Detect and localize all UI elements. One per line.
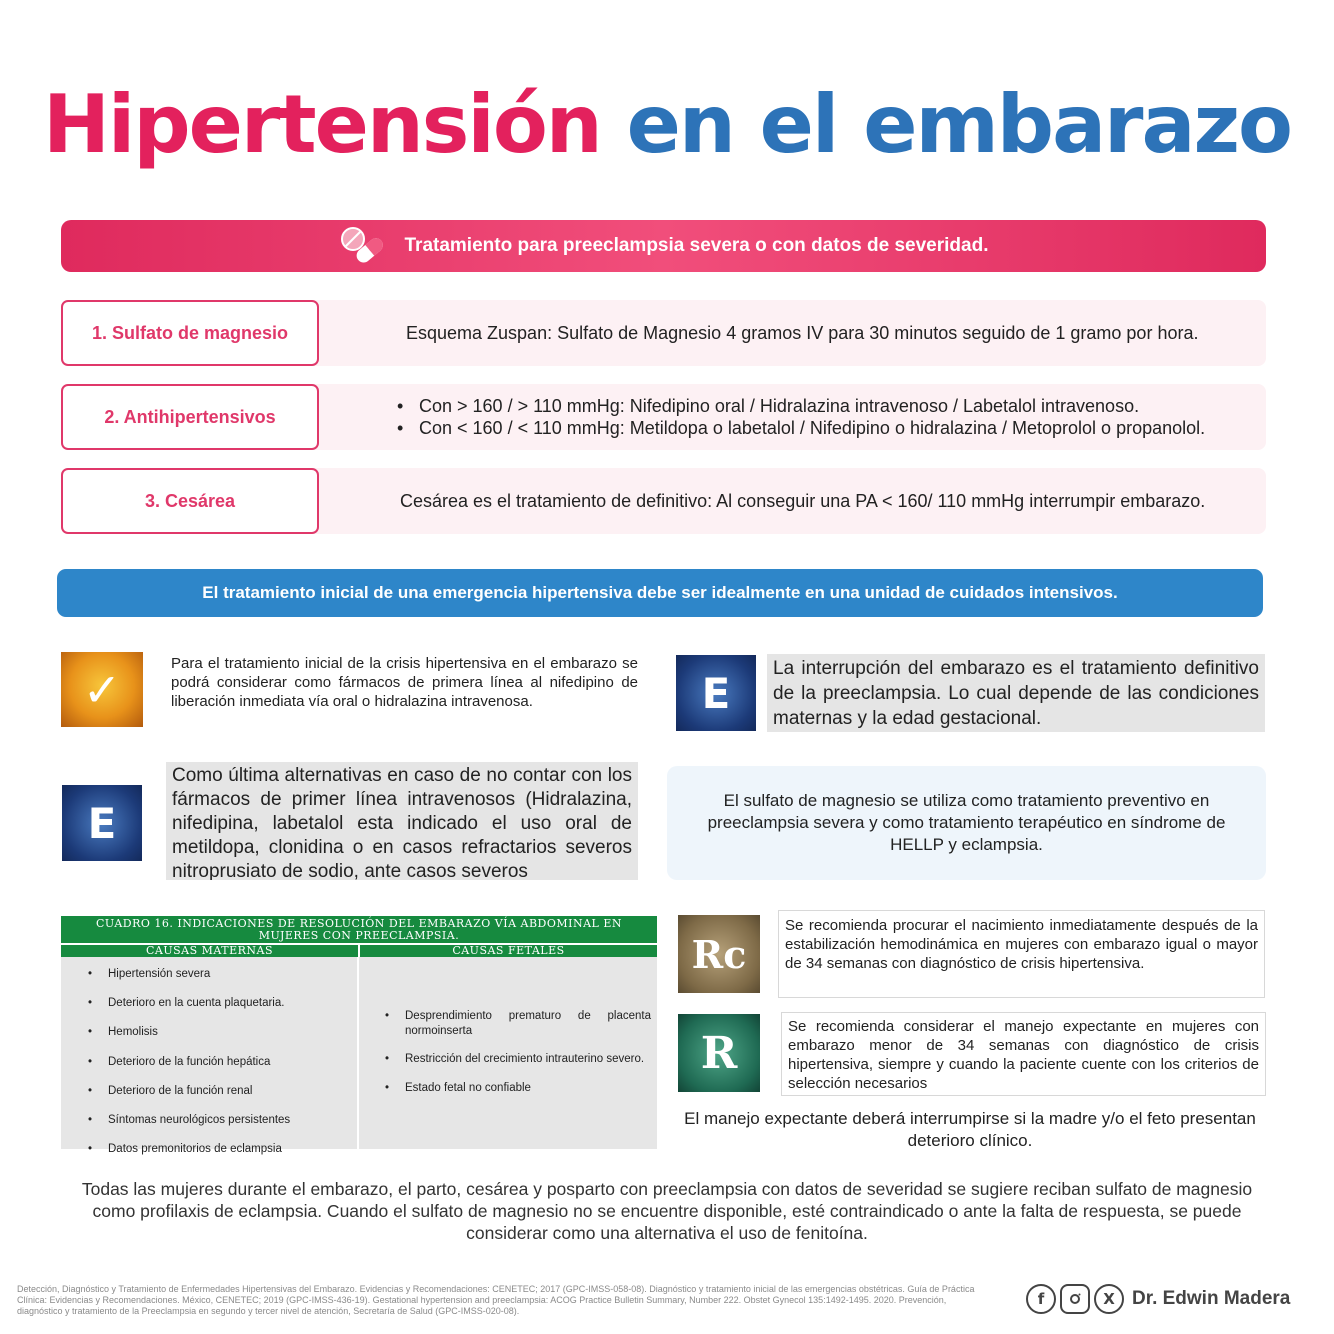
cuadro-header-row bbox=[61, 943, 657, 957]
list-item: • Desprendimiento prematuro de placenta normoinserta bbox=[385, 1009, 651, 1038]
author-name: Dr. Edwin Madera bbox=[1132, 1288, 1291, 1309]
maternal-causes-list bbox=[61, 957, 359, 1156]
list-item: • Síntomas neurológicos persistentes bbox=[88, 1106, 357, 1135]
facebook-icon[interactable]: f bbox=[1026, 1284, 1056, 1314]
magnesium-info-text: El sulfato de magnesio se utiliza como tratamiento preventivo en preeclampsia severa y como tratamiento terapéutico en síndrome de HELLP y eclampsia. bbox=[707, 791, 1226, 854]
treatment-row-antihipertensivos bbox=[61, 384, 1266, 450]
cuadro-16-table bbox=[61, 916, 657, 1156]
list-item: • Deterioro de la función renal bbox=[88, 1077, 357, 1106]
list-item: • Deterioro en la cuenta plaquetaria. bbox=[88, 989, 357, 1018]
pregnancy-interruption-text: La interrupción del embarazo es el tratamiento definitivo de la preeclampsia. Lo cual depende de las condiciones maternas y la edad gestacional. bbox=[767, 654, 1265, 732]
treatment-description-text: Esquema Zuspan: Sulfato de Magnesio 4 gramos IV para 30 minutos seguido de 1 gramo por hora. bbox=[406, 322, 1199, 343]
page-title bbox=[0, 78, 1334, 171]
treatment-banner-text: Tratamiento para preeclampsia severa o con datos de severidad. bbox=[404, 235, 989, 256]
list-item: • Hemolisis bbox=[88, 1018, 357, 1047]
cuadro-body bbox=[61, 957, 657, 1156]
treatment-row-cesarea bbox=[61, 468, 1266, 534]
expectant-management-text: El manejo expectante deberá interrumpirse si la madre y/o el feto presentan deterioro clínico. bbox=[684, 1109, 1256, 1150]
rc-recommendation-text: Se recomienda procurar el nacimiento inmediatamente después de la estabilización hemodinámica en mujeres con embarazo igual o mayor de 34 semanas con diagnóstico de crisis hipertensiva. bbox=[778, 910, 1265, 998]
treatment-label: 2. Antihipertensivos bbox=[61, 384, 319, 450]
header-maternas: CAUSAS MATERNAS bbox=[61, 945, 360, 957]
treatment-banner bbox=[61, 220, 1266, 272]
first-line-treatment-text: Para el tratamiento inicial de la crisis hipertensiva en el embarazo se podrá considerar como fármacos de primera línea al nifedipino de liberación inmediata vía oral o hidralazina intravenosa. bbox=[171, 655, 638, 710]
treatment-description bbox=[311, 384, 1266, 450]
pills-icon bbox=[339, 225, 387, 267]
treatment-label: 3. Cesárea bbox=[61, 468, 319, 534]
treatment-description bbox=[311, 468, 1266, 534]
icu-banner bbox=[57, 569, 1263, 617]
instagram-icon[interactable] bbox=[1060, 1284, 1090, 1314]
checkmark-icon: ✓ bbox=[61, 652, 143, 727]
magnesium-info-box bbox=[667, 766, 1266, 880]
x-icon[interactable]: X bbox=[1094, 1284, 1124, 1314]
r-recommendation-text: Se recomienda considerar el manejo expectante en mujeres con embarazo menor de 34 semanas con diagnóstico de crisis hipertensiva, siempre y cuando la paciente cuente con los criterios de selección necesarios bbox=[781, 1012, 1266, 1096]
recommendation-r-badge: R bbox=[678, 1014, 760, 1092]
cuadro-title: CUADRO 16. INDICACIONES DE RESOLUCIÓN DEL EMBARAZO VÍA ABDOMINAL EN MUJERES CON PREECLAMPSIA. bbox=[61, 916, 657, 943]
list-item: • Con > 160 / > 110 mmHg: Nifedipino oral / Hidralazina intravenoso / Labetalol intravenoso. bbox=[397, 395, 1205, 417]
title-part-1: Hipertensión bbox=[42, 78, 601, 171]
treatment-description-text: Cesárea es el tratamiento de definitivo: Al conseguir una PA < 160/ 110 mmHg interrumpir embarazo. bbox=[400, 490, 1206, 511]
list-item: • Hipertensión severa bbox=[88, 960, 357, 989]
evidence-e-badge: E bbox=[62, 785, 142, 861]
title-part-2: en el embarazo bbox=[626, 78, 1292, 171]
icu-banner-text: El tratamiento inicial de una emergencia hipertensiva debe ser idealmente en una unidad de cuidados intensivos. bbox=[202, 583, 1118, 602]
list-item: • Con < 160 / < 110 mmHg: Metildopa o labetalol / Nifedipino o hidralazina / Metoprolol o propanolol. bbox=[397, 417, 1205, 439]
list-item: • Restricción del crecimiento intrauterino severo. bbox=[385, 1052, 651, 1067]
header-fetales: CAUSAS FETALES bbox=[452, 944, 565, 957]
list-item: • Estado fetal no confiable bbox=[385, 1081, 651, 1096]
list-item: • Datos premonitorios de eclampsia bbox=[88, 1135, 357, 1164]
recommendation-rc-badge: Rc bbox=[678, 915, 760, 993]
treatment-row-magnesio bbox=[61, 300, 1266, 366]
evidence-e-badge: E bbox=[676, 655, 756, 731]
last-alternative-text: Como última alternativas en caso de no contar con los fármacos de primer línea intravenosos (Hidralazina, nifedipina, labetalol esta indicado el uso oral de metildopa, clonidina o en casos refractarios severos nitroprusiato de sodio, ante casos severos bbox=[166, 762, 638, 880]
list-item: • Deterioro de la función hepática bbox=[88, 1048, 357, 1077]
fetal-causes-list bbox=[359, 957, 657, 1149]
treatment-description bbox=[311, 300, 1266, 366]
references: Detección, Diagnóstico y Tratamiento de Enfermedades Hipertensivas del Embarazo. Evidencias y Recomendaciones: CENETEC; 2017 (GPC-IMSS-058-08). Diagnóstico y tratamiento inicial de las emergencias obstétricas. Guía de Práctica Clínica: Evidencias y Recomendaciones. México, CENETEC; 2019 (GPC-IMSS-436-19). Gestational hypertension and preeclampsia: ACOG Practice Bulletin Summary, Number 222. Obstet Gynecol 135:1492-1495. 2020. Prevención, diagnóstico y tratamiento de la Preeclampsia en segundo y tercer nivel de atención, Secretaría de Salud (GPC-IMSS-020-08). bbox=[17, 1284, 975, 1316]
treatment-bullets bbox=[397, 395, 1205, 439]
prophylaxis-paragraph: Todas las mujeres durante el embarazo, el parto, cesárea y posparto con preeclampsia con datos de severidad se sugiere reciban sulfato de magnesio como profilaxis de eclampsia. Cuando el sulfato de magnesio no se encuentre disponible, esté contraindicado o ante la falta de respuesta, se puede considerar como una alternativa el uso de fenitoína. bbox=[81, 1179, 1253, 1243]
treatment-label: 1. Sulfato de magnesio bbox=[61, 300, 319, 366]
footer-social bbox=[1026, 1284, 1290, 1314]
